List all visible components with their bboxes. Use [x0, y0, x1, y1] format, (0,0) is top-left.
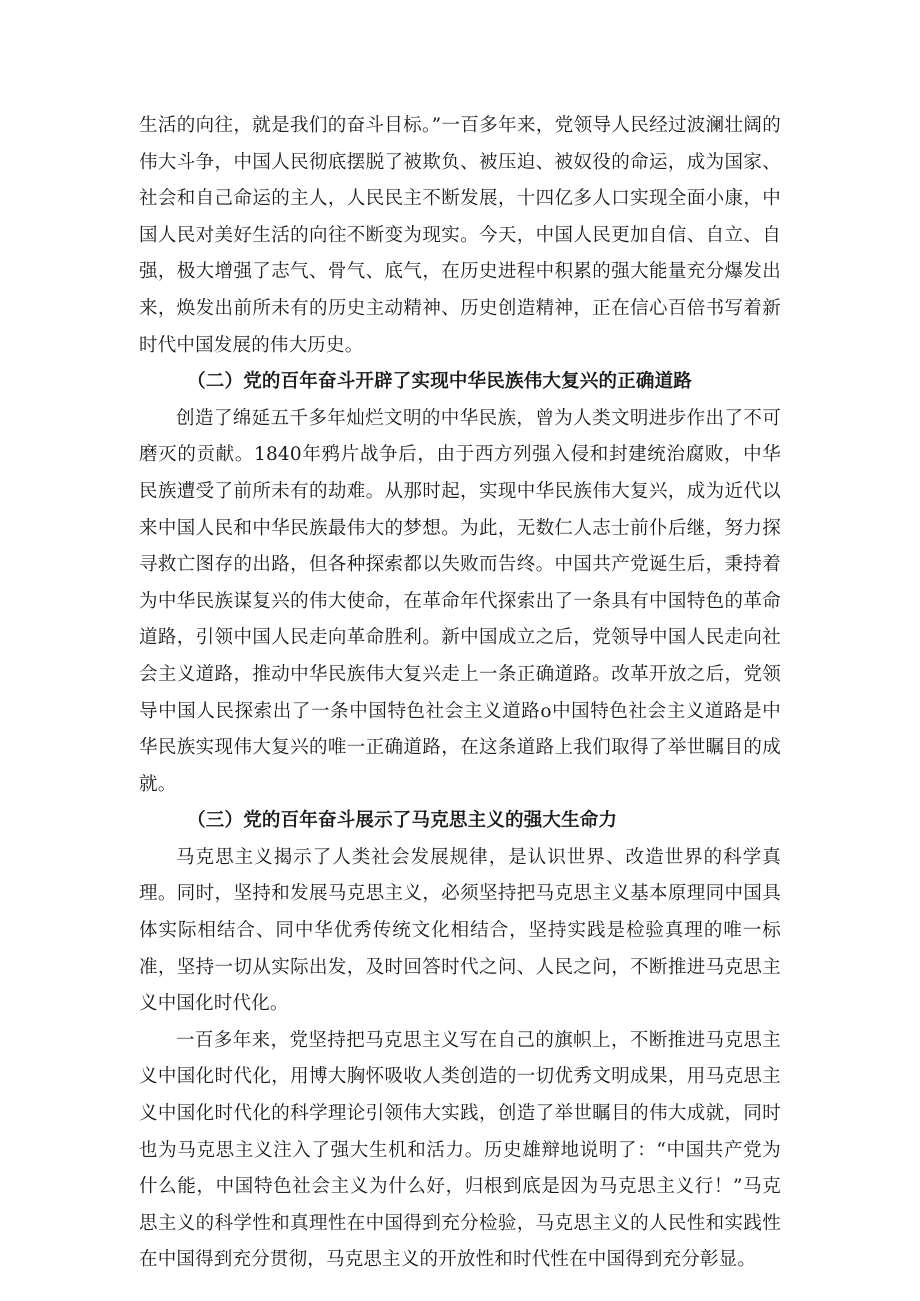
- section-heading-2: （二）党的百年奋斗开辟了实现中华民族伟大复兴的正确道路: [187, 371, 692, 393]
- paragraph-marxism-century: 一百多年来，党坚持把马克思主义写在自己的旗帜上，不断推进马克思主义中国化时代化，用博大胸怀吸收人类创造的一切优秀文明成果，用马克思主义中国化时代化的科学理论引领伟大实践，创造了举世瞩目的伟大成就，同时也为马克思主义注入了强大生机和活力。历史雄辩地说明了：“中国共产党为什么能，中国特色社会主义为什么好，归根到底是因为马克思主义行！”马克思主义的科学性和真理性在中国得到充分检验，马克思主义的人民性和实践性在中国得到充分贯彻，马克思主义的开放性和时代性在中国得到充分彰显。: [139, 1029, 781, 1271]
- paragraph-road: 创造了绵延五千多年灿烂文明的中华民族，曾为人类文明进步作出了不可磨灭的贡献。1840年鸦片战争后，由于西方列强入侵和封建统治腐败，中华民族遭受了前所未有的劫难。从那时起，实现中华民族伟大复兴，成为近代以来中国人民和中华民族最伟大的梦想。为此，无数仁人志士前仆后继，努力探寻救亡图存的出路，但各种探索都以失败而告终。中国共产党诞生后，秉持着为中华民族谋复兴的伟大使命，在革命年代探索出了一条具有中国特色的革命道路，引领中国人民走向革命胜利。新中国成立之后，党领导中国人民走向社会主义道路，推动中华民族伟大复兴走上一条正确道路。改革开放之后，党领导中国人民探索出了一条中国特色社会主义道路o中国特色社会主义道路是中华民族实现伟大复兴的唯一正确道路，在这条道路上我们取得了举世瞩目的成就。: [139, 407, 781, 795]
- paragraph-marxism-intro: 马克思主义揭示了人类社会发展规律，是认识世界、改造世界的科学真理。同时，坚持和发展马克思主义，必须坚持把马克思主义基本原理同中国具体实际相结合、同中华优秀传统文化相结合，坚持实践是检验真理的唯一标准，坚持一切从实际出发，及时回答时代之问、人民之问，不断推进马克思主义中国化时代化。: [139, 846, 781, 1015]
- paragraph-continuation: 生活的向往，就是我们的奋斗目标。”一百多年来，党领导人民经过波澜壮阔的伟大斗争，中国人民彻底摆脱了被欺负、被压迫、被奴役的命运，成为国家、社会和自己命运的主人，人民民主不断发展，十四亿多人口实现全面小康，中国人民对美好生活的向往不断变为现实。今天，中国人民更加自信、自立、自强，极大增强了志气、骨气、底气，在历史进程中积累的强大能量充分爆发出来，焕发出前所未有的历史主动精神、历史创造精神，正在信心百倍书写着新时代中国发展的伟大历史。: [139, 115, 781, 356]
- section-heading-3: （三）党的百年奋斗展示了马克思主义的强大生命力: [187, 810, 618, 832]
- document-page: [139, 108, 781, 1279]
